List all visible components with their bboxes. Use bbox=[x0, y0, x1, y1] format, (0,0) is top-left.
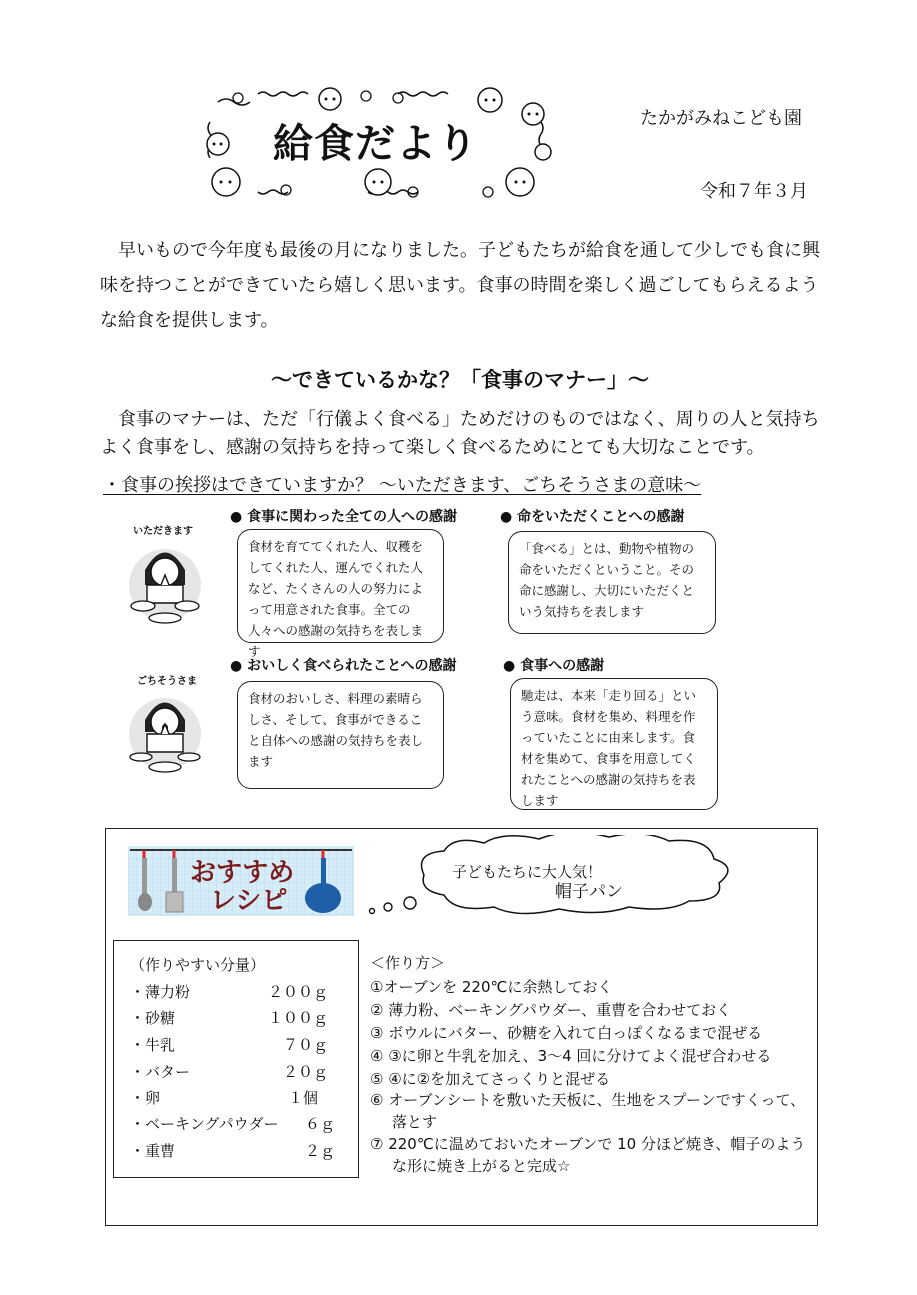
recipe-step-7: ⑦ 220℃に温めておいたオーブンで 10 分ほど焼き、帽子のような形に焼き上がると完成☆ bbox=[370, 1135, 806, 1175]
recipe-step-1: ①オーブンを 220℃に余熱しておく bbox=[370, 978, 613, 996]
thanks-people-text: 食材を育ててくれた人、収穫をしてくれた人、運んでくれた人など、たくさんの人の努力によって用意された食事。全ての人々への感謝の気持ちを表します bbox=[237, 529, 444, 643]
greeting-heading: ・食事の挨拶はできていますか？ ～いただきます、ごちそうさまの意味～ bbox=[103, 475, 702, 496]
kid1-label: いただきます bbox=[133, 526, 193, 537]
thanks-meal-text: 馳走は、本来「走り回る」という意味。食材を集め、料理を作っていたことに由来します。食材を集めて、食事を用意してくれたことへの感謝の気持ちを表します bbox=[510, 678, 718, 810]
manners-section-title: ～できているかな？「食事のマナー」～ bbox=[271, 368, 649, 392]
recipe-name: 帽子パン bbox=[555, 882, 623, 902]
thanks-people-title: ● 食事に関わった全ての人への感謝 bbox=[230, 509, 457, 525]
intro-paragraph: 早いもので今年度も最後の月になりました。子どもたちが給食を通して少しでも食に興味を持つことができていたら嬉しく思います。食事の時間を楽しく過ごしてもらえるような給食を提供します。 bbox=[100, 240, 820, 331]
kid2-label: ごちそうさま bbox=[137, 676, 197, 687]
issue-date: 令和７年３月 bbox=[700, 181, 808, 202]
steps-title: ＜作り方＞ bbox=[370, 954, 446, 972]
recipe-step-4: ④ ③に卵と牛乳を加え、3～4 回に分けてよく混ぜ合わせる bbox=[370, 1047, 772, 1065]
recipe-step-6: ⑥ オーブンシートを敷いた天板に、生地をスプーンですくって、落とす bbox=[370, 1091, 806, 1131]
newsletter-title: 給食だより bbox=[273, 121, 478, 167]
recipe-step-2: ② 薄力粉、ベーキングパウダー、重曹を合わせておく bbox=[370, 1001, 732, 1019]
recipe-step-3: ③ ボウルにバター、砂糖を入れて白っぽくなるまで混ぜる bbox=[370, 1024, 763, 1042]
ingredients-title: （作りやすい分量） bbox=[130, 956, 266, 974]
manners-paragraph: 食事のマナーは、ただ「行儀よく食べる」ためだけのものではなく、周りの人と気持ちよく食事をし、感謝の気持ちを持って楽しく食べるためにとても大切なことです。 bbox=[100, 409, 820, 458]
thanks-meal-title: ● 食事への感謝 bbox=[503, 658, 605, 674]
school-name: たかがみねこども園 bbox=[640, 108, 802, 129]
banner-line2: レシピ bbox=[210, 886, 288, 916]
banner-line1: おすすめ bbox=[190, 858, 295, 888]
cloud-text-popular: 子どもたちに大人気！ bbox=[452, 863, 603, 881]
recipe-step-5: ⑤ ④に②を加えてさっくりと混ぜる bbox=[370, 1070, 611, 1088]
thanks-delicious-title: ● おいしく食べられたことへの感謝 bbox=[230, 658, 457, 674]
thanks-life-title: ● 命をいただくことへの感謝 bbox=[500, 509, 685, 525]
thanks-life-text: 「食べる」とは、動物や植物の命をいただくということ。その命に感謝し、大切にいただくという気持ちを表します bbox=[508, 531, 716, 634]
thanks-delicious-text: 食材のおいしさ、料理の素晴らしさ、そして、食事ができること自体への感謝の気持ちを表します bbox=[237, 681, 444, 789]
